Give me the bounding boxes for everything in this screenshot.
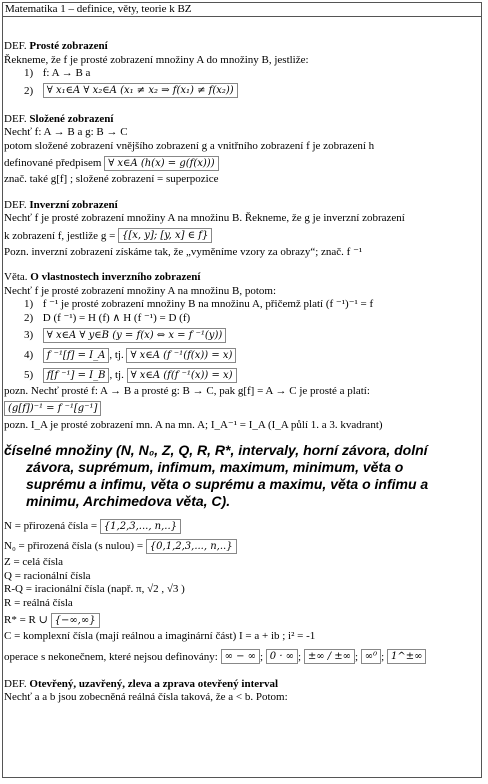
sec1-def-label: DEF. — [4, 40, 27, 52]
sec4-item4-formula1: f ⁻¹[f] = I_A — [43, 348, 110, 363]
sec1-item1-text: f: A → B a — [42, 67, 91, 79]
sec1-item1-num: 1) — [24, 67, 34, 79]
sec4-item1-text: f ⁻¹ je prosté zobrazení množiny B na množinu A, přičemž platí (f ⁻¹)⁻¹ = f — [42, 298, 374, 310]
sec5-n-text: N = přirozená čísla = — [4, 520, 98, 532]
sec3-heading: Inverzní zobrazení — [29, 198, 118, 211]
sec4-pozn1-formula: (g[f])⁻¹ = f ⁻¹[g⁻¹] — [4, 401, 101, 416]
sec5-op-formula2: 0 · ∞ — [266, 649, 298, 664]
sec4-item3 — [4, 325, 478, 345]
sec4-item4-num: 4) — [24, 349, 34, 361]
sec6-heading-line — [4, 678, 478, 692]
sec5-n0 — [4, 536, 478, 556]
sec4-pozn1-formula-line — [4, 399, 478, 419]
sec5-op-formula1: ∞ − ∞ — [221, 649, 260, 664]
sec2-def-label: DEF. — [4, 112, 27, 125]
sec4-item5-num: 5) — [24, 369, 34, 381]
sec2-line3-text: definované předpisem — [4, 157, 102, 169]
sec5-n0-formula: {0,1,2,3,..., n,..} — [146, 539, 237, 554]
sec3-line2 — [4, 226, 478, 246]
sec4-item2-num: 2) — [24, 311, 34, 324]
sec4-item5-tj: , tj. — [109, 369, 124, 381]
sec2-line3-formula: ∀ x∈A (h(x) = g(f(x))) — [104, 156, 218, 171]
sec4-item3-num: 3) — [24, 329, 34, 341]
document-body — [4, 40, 478, 705]
sec5-n-formula: {1,2,3,..., n,..} — [100, 519, 181, 534]
sec4-heading: O vlastnostech inverzního zobrazení — [30, 271, 201, 283]
sec3-def-label: DEF. — [4, 198, 27, 211]
sec4-item4-tj: , tj. — [109, 349, 124, 361]
sec5-r: R = reálná čísla — [4, 596, 73, 609]
sec2-line4: znač. také g[f] ; složené zobrazení = superpozice — [4, 173, 219, 185]
sec6-heading: Otevřený, uzavřený, zleva a zprava otevřený interval — [29, 677, 279, 690]
sec5-op-formula3: ±∞ / ±∞ — [304, 649, 355, 664]
sec2-heading-line — [4, 113, 478, 127]
sec5-rq: R-Q = iracionální čísla (např. π, √2 , √3 ) — [4, 583, 185, 595]
sec1-item2 — [4, 81, 478, 101]
sec4-item2 — [4, 312, 478, 326]
sec6-line1: Nechť a a b jsou zobecněná reálná čísla taková, že a < b. Potom: — [4, 691, 288, 703]
sec3-line2-text: k zobrazení f, jestliže g = — [4, 229, 116, 242]
sec5-rstar-text: R* = R ∪ — [4, 614, 48, 626]
sec5-n0-text: N₀ = přirozená čísla (s nulou) = — [4, 540, 144, 552]
sec5-z: Z = celá čísla — [4, 556, 64, 568]
sec4-item5-formula2: ∀ x∈A (f(f ⁻¹(x)) = x) — [127, 368, 237, 383]
sec5-heading — [4, 442, 478, 510]
sec5-rstar — [4, 610, 478, 630]
sec4-item2-text: D (f ⁻¹) = H (f) ∧ H (f ⁻¹) = D (f) — [42, 311, 191, 324]
sec4-line1: Nechť f je prosté zobrazení množiny A na množinu B, potom: — [4, 284, 276, 297]
sec5-operations: operace s nekonečnem, které nejsou definovány: ∞ − ∞ ; 0 · ∞ ; ±∞ / ±∞ ; ∞⁰ ; 1^±∞ — [4, 644, 478, 670]
sec1-item2-formula: ∀ x₁∈A ∀ x₂∈A (x₁ ≠ x₂ ⇒ f(x₁) ≠ f(x₂)) — [43, 83, 238, 98]
sec5-op-formula5: 1^±∞ — [387, 649, 426, 664]
sec5-heading-line4: minimu, Archimedova věta, C). — [26, 493, 231, 509]
sec1-heading-line — [4, 40, 478, 54]
sec5-n — [4, 516, 478, 536]
sec4-veta-label: Věta. — [4, 271, 28, 283]
sec6-def-label: DEF. — [4, 677, 27, 690]
sec4-item1 — [4, 298, 478, 312]
sec4-item4-formula2: ∀ x∈A (f ⁻¹(f(x)) = x) — [126, 348, 236, 363]
sec2-line1: Nechť f: A → B a g: B → C — [4, 126, 128, 138]
sec4-item4 — [4, 345, 478, 365]
sec5-q: Q = racionální čísla — [4, 569, 91, 582]
sec3-line3: Pozn. inverzní zobrazení získáme tak, že „vyměníme vzory za obrazy“; znač. f ⁻¹ — [4, 245, 363, 258]
sec4-item3-formula: ∀ x∈A ∀ y∈B (y = f(x) ⇔ x = f ⁻¹(y)) — [43, 328, 227, 343]
sec5-op-formula4: ∞⁰ — [361, 649, 381, 664]
sec3-line1: Nechť f je prosté zobrazení množiny A na množinu B. Řekneme, že g je inverzní zobrazení — [4, 212, 405, 224]
sec4-pozn1: pozn. Nechť prosté f: A → B a prosté g: B → C, pak g[f] = A → C je prosté a platí: — [4, 385, 370, 397]
sec4-pozn2: pozn. I_A je prosté zobrazení mn. A na mn. A; I_A⁻¹ = I_A (I_A půlí 1. a 3. kvadrant) — [4, 418, 383, 431]
sec5-heading-line2: závora, suprémum, infimum, maximum, minimum, věta o — [26, 459, 404, 475]
sec5-op-text: operace s nekonečnem, které nejsou definovány: — [4, 650, 218, 663]
sec4-heading-line — [4, 271, 478, 285]
sec4-item5 — [4, 365, 478, 385]
sec2-line2: potom složené zobrazení vnějšího zobrazení g a vnitřního zobrazení f je zobrazení h — [4, 139, 375, 152]
page-title: Matematika 1 – definice, věty, teorie k BZ — [2, 2, 482, 17]
sec3-line2-formula: {[x, y]; [y, x] ∈ f} — [118, 228, 212, 243]
sec5-heading-line3: suprému a infimu, věta o suprému a maximu, věta o infimu a — [26, 476, 429, 492]
sec2-heading: Složené zobrazení — [29, 112, 114, 125]
sec5-heading-line1: číselné množiny (N, N₀, Z, Q, R, R*, intervaly, horní závora, dolní — [4, 442, 428, 458]
sec1-line1: Řekneme, že f je prosté zobrazení množiny A do množiny B, jestliže: — [4, 53, 309, 66]
sec4-item1-num: 1) — [24, 298, 34, 310]
sec5-c: C = komplexní čísla (mají reálnou a imaginární část) I = a + ib ; i² = -1 — [4, 630, 316, 642]
sec3-heading-line — [4, 199, 478, 213]
sec4-item5-formula1: f[f ⁻¹] = I_B — [43, 368, 110, 383]
sec1-item1 — [4, 67, 478, 81]
sec2-line3 — [4, 153, 478, 173]
sec1-heading: Prosté zobrazení — [29, 40, 108, 52]
sec5-rstar-formula: {−∞,∞} — [51, 613, 100, 628]
sec1-item2-num: 2) — [24, 84, 34, 97]
